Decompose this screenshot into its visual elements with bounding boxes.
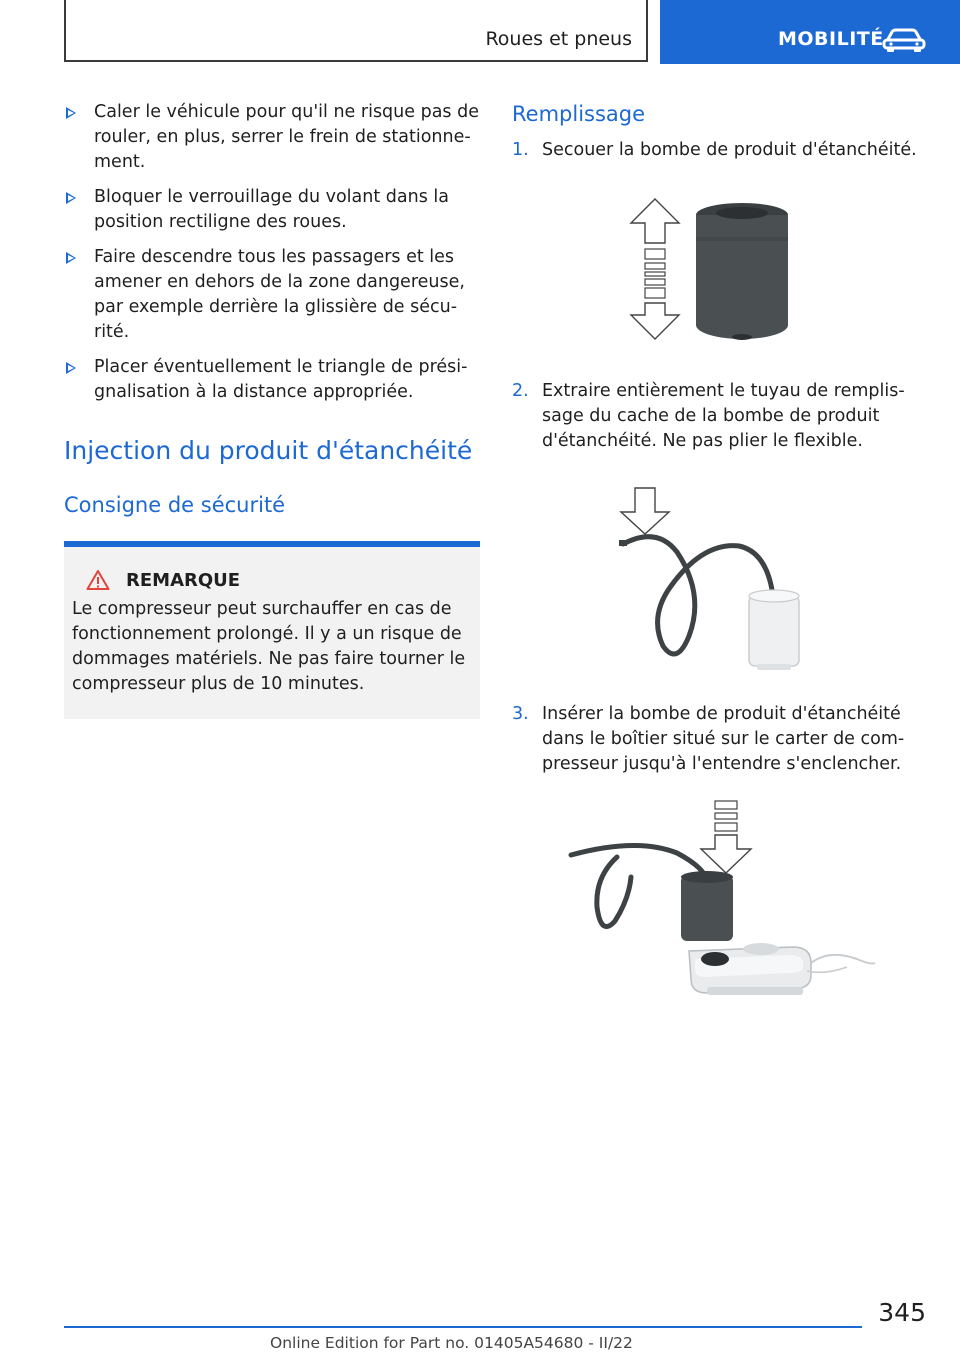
step-text: Insérer la bombe de produit d'étanchéité dans le boîtier situé sur le carter de compresseur jusqu'à l'entendre s'enclencher. xyxy=(542,704,905,774)
step-item xyxy=(512,702,922,777)
notice-box xyxy=(64,541,480,719)
header-chapter-label: MOBILITÉ xyxy=(778,28,884,50)
notice-text: Le compresseur peut surchauffer en cas de fonctionnement prolongé. Il y a un risque de dommages matériels. Ne pas faire tourner le compresseur plus de 10 minutes. xyxy=(72,599,466,694)
step-number: 1. xyxy=(512,140,529,160)
step-number: 2. xyxy=(512,381,529,401)
footer-divider xyxy=(64,1326,862,1328)
warning-triangle-icon xyxy=(86,569,110,591)
shake-sealant-bottle-illustration xyxy=(597,197,837,347)
header-section-title: Roues et pneus xyxy=(485,28,632,50)
step-item xyxy=(512,379,922,454)
step-item xyxy=(512,138,922,163)
triangle-bullet-icon xyxy=(66,192,76,204)
triangle-bullet-icon xyxy=(66,362,76,374)
step-number: 3. xyxy=(512,704,529,724)
list-item: Bloquer le verrouillage du volant dans la position rectiligne des roues. xyxy=(64,185,480,235)
step-text: Secouer la bombe de produit d'étanchéité. xyxy=(542,140,917,160)
footer-edition-text: Online Edition for Part no. 01405A54680 - II/22 xyxy=(270,1334,633,1352)
right-column xyxy=(512,100,922,1009)
header-chapter-tab[interactable] xyxy=(660,0,960,64)
insert-bottle-into-compressor-illustration xyxy=(557,799,877,1009)
header-section-box xyxy=(64,0,648,62)
notice-title: REMARQUE xyxy=(126,569,241,591)
bullet-list xyxy=(64,100,480,405)
triangle-bullet-icon xyxy=(66,107,76,119)
page-number: 345 xyxy=(878,1298,926,1327)
list-item: Placer éventuellement le triangle de présignalisation à la distance appropriée. xyxy=(64,355,480,405)
car-icon xyxy=(882,27,926,53)
subsection-heading-filling: Remplissage xyxy=(512,102,646,126)
subsection-heading: Consigne de sécurité xyxy=(64,493,286,517)
notice-header xyxy=(72,569,470,591)
left-column xyxy=(64,100,480,719)
triangle-bullet-icon xyxy=(66,252,76,264)
list-item: Faire descendre tous les passagers et les amener en dehors de la zone dangereuse, par exemple derrière la glissière de sécurité. xyxy=(64,245,480,345)
section-heading: Injection du produit d'étanchéité xyxy=(64,436,473,465)
step-text: Extraire entièrement le tuyau de remplissage du cache de la bombe de produit d'étanchéité. Ne pas plier le flexible. xyxy=(542,381,905,451)
extract-hose-illustration xyxy=(607,486,827,676)
list-item: Caler le véhicule pour qu'il ne risque pas de rouler, en plus, serrer le frein de stationnement. xyxy=(64,100,480,175)
